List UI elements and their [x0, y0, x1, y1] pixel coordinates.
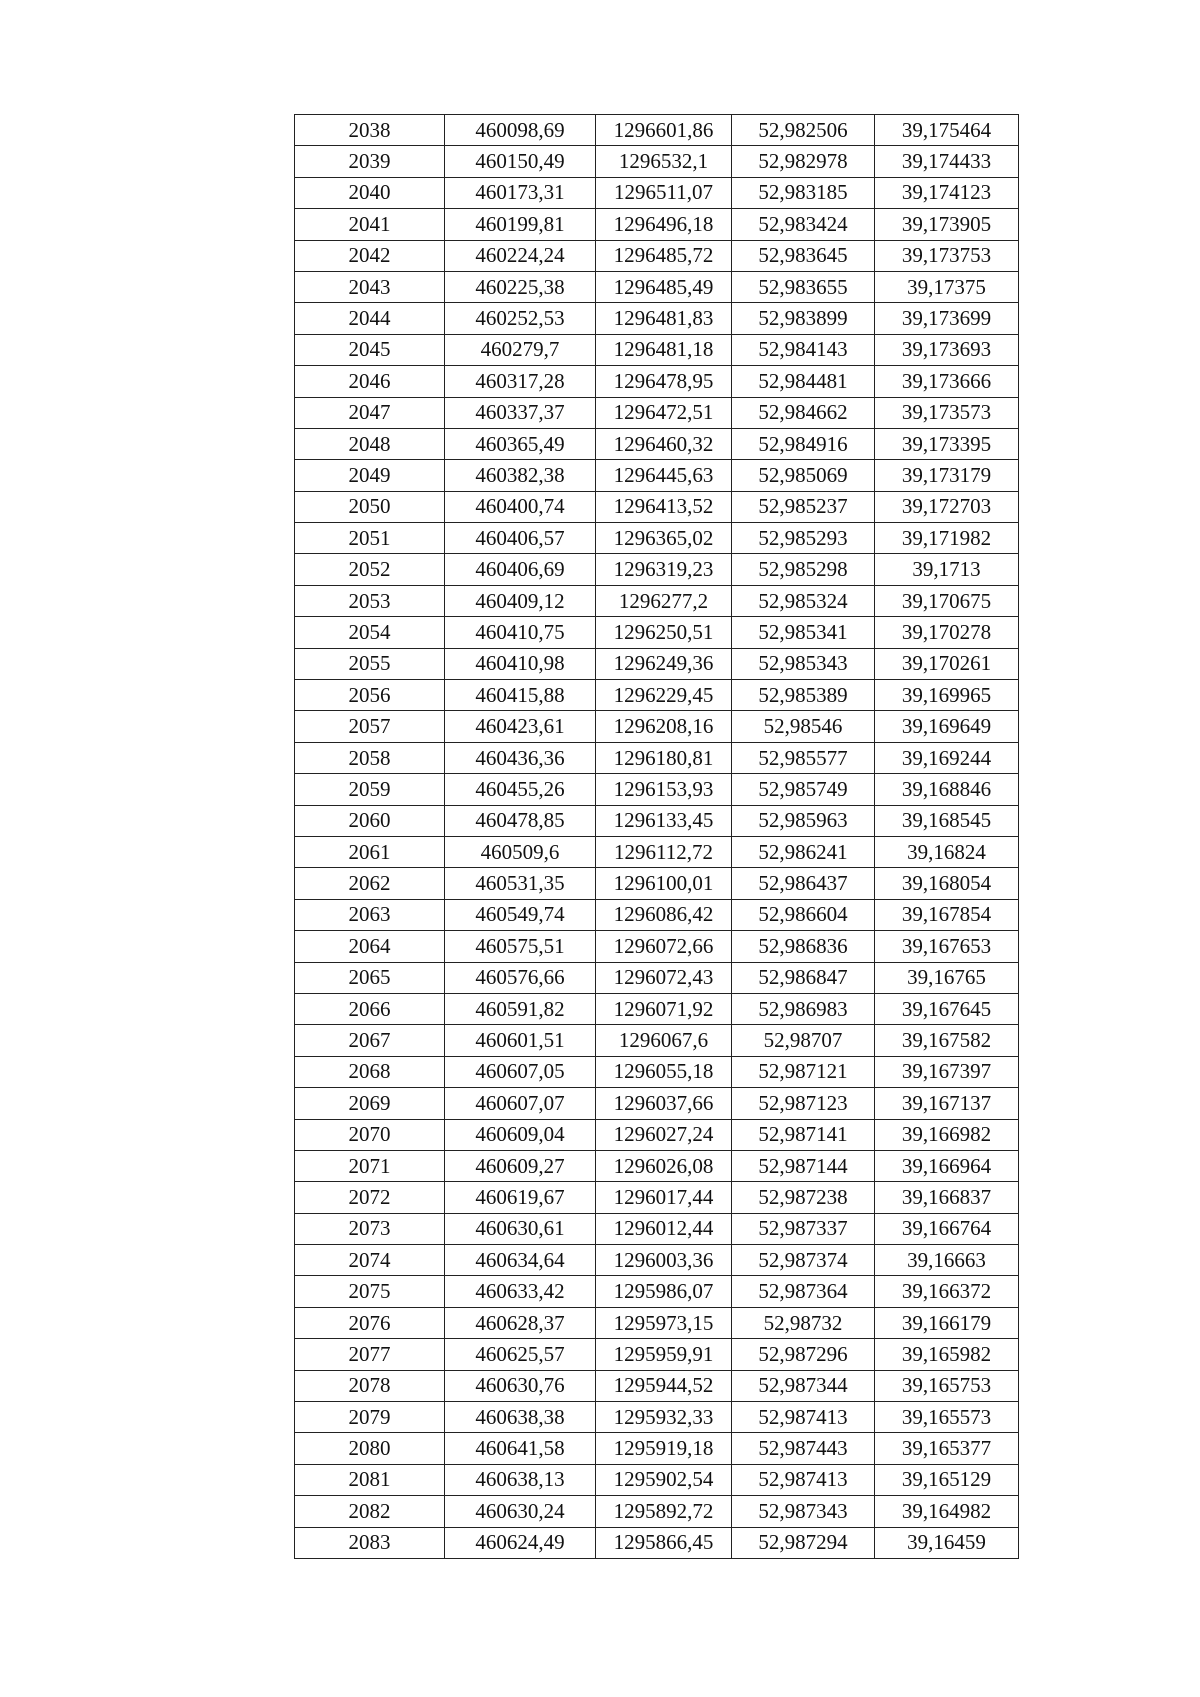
longitude-cell: 39,175464: [875, 115, 1019, 146]
latitude-cell: 52,982506: [732, 115, 875, 146]
point-number-cell: 2072: [295, 1182, 445, 1213]
y-coordinate-cell: 1296365,02: [596, 523, 732, 554]
x-coordinate-cell: 460633,42: [445, 1276, 596, 1307]
longitude-cell: 39,167137: [875, 1088, 1019, 1119]
y-coordinate-cell: 1296485,49: [596, 271, 732, 302]
y-coordinate-cell: 1296250,51: [596, 617, 732, 648]
y-coordinate-cell: 1296277,2: [596, 585, 732, 616]
x-coordinate-cell: 460634,64: [445, 1245, 596, 1276]
point-number-cell: 2041: [295, 209, 445, 240]
point-number-cell: 2042: [295, 240, 445, 271]
y-coordinate-cell: 1295866,45: [596, 1527, 732, 1558]
latitude-cell: 52,983185: [732, 177, 875, 208]
y-coordinate-cell: 1296027,24: [596, 1119, 732, 1150]
longitude-cell: 39,170261: [875, 648, 1019, 679]
latitude-cell: 52,984916: [732, 428, 875, 459]
latitude-cell: 52,985069: [732, 460, 875, 491]
y-coordinate-cell: 1295944,52: [596, 1370, 732, 1401]
longitude-cell: 39,167397: [875, 1056, 1019, 1087]
longitude-cell: 39,165753: [875, 1370, 1019, 1401]
y-coordinate-cell: 1296100,01: [596, 868, 732, 899]
y-coordinate-cell: 1296017,44: [596, 1182, 732, 1213]
x-coordinate-cell: 460199,81: [445, 209, 596, 240]
latitude-cell: 52,985237: [732, 491, 875, 522]
table-row: [295, 1276, 1019, 1307]
longitude-cell: 39,166982: [875, 1119, 1019, 1150]
point-number-cell: 2053: [295, 585, 445, 616]
x-coordinate-cell: 460415,88: [445, 680, 596, 711]
latitude-cell: 52,987443: [732, 1433, 875, 1464]
latitude-cell: 52,985749: [732, 774, 875, 805]
longitude-cell: 39,167645: [875, 993, 1019, 1024]
longitude-cell: 39,169649: [875, 711, 1019, 742]
y-coordinate-cell: 1296208,16: [596, 711, 732, 742]
point-number-cell: 2073: [295, 1213, 445, 1244]
table-row: [295, 460, 1019, 491]
coordinates-table-body: [295, 115, 1019, 1559]
longitude-cell: 39,1713: [875, 554, 1019, 585]
x-coordinate-cell: 460409,12: [445, 585, 596, 616]
latitude-cell: 52,987296: [732, 1339, 875, 1370]
latitude-cell: 52,987141: [732, 1119, 875, 1150]
point-number-cell: 2082: [295, 1496, 445, 1527]
latitude-cell: 52,984481: [732, 366, 875, 397]
table-row: [295, 1433, 1019, 1464]
latitude-cell: 52,983424: [732, 209, 875, 240]
latitude-cell: 52,986983: [732, 993, 875, 1024]
x-coordinate-cell: 460624,49: [445, 1527, 596, 1558]
longitude-cell: 39,167582: [875, 1025, 1019, 1056]
longitude-cell: 39,166837: [875, 1182, 1019, 1213]
latitude-cell: 52,986836: [732, 931, 875, 962]
latitude-cell: 52,987343: [732, 1496, 875, 1527]
longitude-cell: 39,16459: [875, 1527, 1019, 1558]
coordinates-table: [294, 114, 1019, 1559]
y-coordinate-cell: 1296481,18: [596, 334, 732, 365]
x-coordinate-cell: 460607,05: [445, 1056, 596, 1087]
longitude-cell: 39,166372: [875, 1276, 1019, 1307]
longitude-cell: 39,166179: [875, 1307, 1019, 1338]
y-coordinate-cell: 1295919,18: [596, 1433, 732, 1464]
point-number-cell: 2046: [295, 366, 445, 397]
point-number-cell: 2039: [295, 146, 445, 177]
latitude-cell: 52,983655: [732, 271, 875, 302]
longitude-cell: 39,165982: [875, 1339, 1019, 1370]
x-coordinate-cell: 460317,28: [445, 366, 596, 397]
table-row: [295, 1339, 1019, 1370]
x-coordinate-cell: 460406,69: [445, 554, 596, 585]
latitude-cell: 52,983645: [732, 240, 875, 271]
table-row: [295, 1182, 1019, 1213]
x-coordinate-cell: 460575,51: [445, 931, 596, 962]
latitude-cell: 52,98546: [732, 711, 875, 742]
table-row: [295, 1056, 1019, 1087]
table-row: [295, 617, 1019, 648]
x-coordinate-cell: 460625,57: [445, 1339, 596, 1370]
point-number-cell: 2055: [295, 648, 445, 679]
table-row: [295, 523, 1019, 554]
table-row: [295, 146, 1019, 177]
longitude-cell: 39,165129: [875, 1464, 1019, 1495]
latitude-cell: 52,985577: [732, 742, 875, 773]
latitude-cell: 52,987337: [732, 1213, 875, 1244]
y-coordinate-cell: 1296086,42: [596, 899, 732, 930]
table-row: [295, 1245, 1019, 1276]
latitude-cell: 52,987364: [732, 1276, 875, 1307]
table-row: [295, 1527, 1019, 1558]
table-row: [295, 711, 1019, 742]
latitude-cell: 52,987344: [732, 1370, 875, 1401]
y-coordinate-cell: 1296003,36: [596, 1245, 732, 1276]
x-coordinate-cell: 460609,27: [445, 1150, 596, 1181]
latitude-cell: 52,986437: [732, 868, 875, 899]
point-number-cell: 2070: [295, 1119, 445, 1150]
table-row: [295, 805, 1019, 836]
x-coordinate-cell: 460173,31: [445, 177, 596, 208]
table-row: [295, 115, 1019, 146]
x-coordinate-cell: 460630,61: [445, 1213, 596, 1244]
x-coordinate-cell: 460455,26: [445, 774, 596, 805]
longitude-cell: 39,169244: [875, 742, 1019, 773]
latitude-cell: 52,985389: [732, 680, 875, 711]
latitude-cell: 52,985343: [732, 648, 875, 679]
longitude-cell: 39,16663: [875, 1245, 1019, 1276]
point-number-cell: 2081: [295, 1464, 445, 1495]
table-row: [295, 1402, 1019, 1433]
x-coordinate-cell: 460365,49: [445, 428, 596, 459]
latitude-cell: 52,987413: [732, 1402, 875, 1433]
x-coordinate-cell: 460382,38: [445, 460, 596, 491]
longitude-cell: 39,173573: [875, 397, 1019, 428]
y-coordinate-cell: 1296478,95: [596, 366, 732, 397]
y-coordinate-cell: 1296026,08: [596, 1150, 732, 1181]
y-coordinate-cell: 1296072,66: [596, 931, 732, 962]
table-row: [295, 271, 1019, 302]
table-row: [295, 366, 1019, 397]
table-row: [295, 742, 1019, 773]
point-number-cell: 2056: [295, 680, 445, 711]
x-coordinate-cell: 460406,57: [445, 523, 596, 554]
longitude-cell: 39,173699: [875, 303, 1019, 334]
point-number-cell: 2063: [295, 899, 445, 930]
table-row: [295, 648, 1019, 679]
point-number-cell: 2064: [295, 931, 445, 962]
x-coordinate-cell: 460630,24: [445, 1496, 596, 1527]
latitude-cell: 52,987238: [732, 1182, 875, 1213]
table-row: [295, 1307, 1019, 1338]
point-number-cell: 2050: [295, 491, 445, 522]
point-number-cell: 2065: [295, 962, 445, 993]
longitude-cell: 39,173905: [875, 209, 1019, 240]
latitude-cell: 52,98707: [732, 1025, 875, 1056]
point-number-cell: 2079: [295, 1402, 445, 1433]
longitude-cell: 39,171982: [875, 523, 1019, 554]
y-coordinate-cell: 1295973,15: [596, 1307, 732, 1338]
x-coordinate-cell: 460576,66: [445, 962, 596, 993]
y-coordinate-cell: 1296496,18: [596, 209, 732, 240]
table-row: [295, 931, 1019, 962]
y-coordinate-cell: 1296445,63: [596, 460, 732, 491]
y-coordinate-cell: 1296112,72: [596, 836, 732, 867]
longitude-cell: 39,165377: [875, 1433, 1019, 1464]
latitude-cell: 52,985963: [732, 805, 875, 836]
y-coordinate-cell: 1296249,36: [596, 648, 732, 679]
table-row: [295, 1370, 1019, 1401]
point-number-cell: 2061: [295, 836, 445, 867]
latitude-cell: 52,984143: [732, 334, 875, 365]
x-coordinate-cell: 460549,74: [445, 899, 596, 930]
x-coordinate-cell: 460252,53: [445, 303, 596, 334]
x-coordinate-cell: 460609,04: [445, 1119, 596, 1150]
point-number-cell: 2060: [295, 805, 445, 836]
point-number-cell: 2066: [295, 993, 445, 1024]
longitude-cell: 39,170675: [875, 585, 1019, 616]
table-row: [295, 1464, 1019, 1495]
x-coordinate-cell: 460630,76: [445, 1370, 596, 1401]
y-coordinate-cell: 1296229,45: [596, 680, 732, 711]
longitude-cell: 39,165573: [875, 1402, 1019, 1433]
y-coordinate-cell: 1296067,6: [596, 1025, 732, 1056]
longitude-cell: 39,173179: [875, 460, 1019, 491]
point-number-cell: 2043: [295, 271, 445, 302]
table-row: [295, 1150, 1019, 1181]
point-number-cell: 2069: [295, 1088, 445, 1119]
y-coordinate-cell: 1295986,07: [596, 1276, 732, 1307]
table-row: [295, 334, 1019, 365]
x-coordinate-cell: 460150,49: [445, 146, 596, 177]
table-row: [295, 899, 1019, 930]
point-number-cell: 2077: [295, 1339, 445, 1370]
longitude-cell: 39,166964: [875, 1150, 1019, 1181]
y-coordinate-cell: 1296460,32: [596, 428, 732, 459]
point-number-cell: 2071: [295, 1150, 445, 1181]
table-row: [295, 774, 1019, 805]
table-row: [295, 585, 1019, 616]
longitude-cell: 39,17375: [875, 271, 1019, 302]
latitude-cell: 52,985341: [732, 617, 875, 648]
longitude-cell: 39,173753: [875, 240, 1019, 271]
latitude-cell: 52,986241: [732, 836, 875, 867]
table-row: [295, 1213, 1019, 1244]
latitude-cell: 52,987121: [732, 1056, 875, 1087]
y-coordinate-cell: 1296511,07: [596, 177, 732, 208]
x-coordinate-cell: 460607,07: [445, 1088, 596, 1119]
y-coordinate-cell: 1295892,72: [596, 1496, 732, 1527]
latitude-cell: 52,985293: [732, 523, 875, 554]
point-number-cell: 2062: [295, 868, 445, 899]
table-row: [295, 240, 1019, 271]
latitude-cell: 52,987374: [732, 1245, 875, 1276]
table-row: [295, 397, 1019, 428]
x-coordinate-cell: 460410,98: [445, 648, 596, 679]
y-coordinate-cell: 1296037,66: [596, 1088, 732, 1119]
point-number-cell: 2059: [295, 774, 445, 805]
longitude-cell: 39,174433: [875, 146, 1019, 177]
table-row: [295, 1496, 1019, 1527]
point-number-cell: 2052: [295, 554, 445, 585]
latitude-cell: 52,985298: [732, 554, 875, 585]
longitude-cell: 39,168545: [875, 805, 1019, 836]
point-number-cell: 2067: [295, 1025, 445, 1056]
longitude-cell: 39,168846: [875, 774, 1019, 805]
y-coordinate-cell: 1296413,52: [596, 491, 732, 522]
longitude-cell: 39,164982: [875, 1496, 1019, 1527]
y-coordinate-cell: 1296472,51: [596, 397, 732, 428]
point-number-cell: 2044: [295, 303, 445, 334]
y-coordinate-cell: 1296481,83: [596, 303, 732, 334]
latitude-cell: 52,987123: [732, 1088, 875, 1119]
y-coordinate-cell: 1296072,43: [596, 962, 732, 993]
table-row: [295, 554, 1019, 585]
table-row: [295, 836, 1019, 867]
y-coordinate-cell: 1296532,1: [596, 146, 732, 177]
longitude-cell: 39,173693: [875, 334, 1019, 365]
latitude-cell: 52,986847: [732, 962, 875, 993]
longitude-cell: 39,173666: [875, 366, 1019, 397]
longitude-cell: 39,173395: [875, 428, 1019, 459]
x-coordinate-cell: 460279,7: [445, 334, 596, 365]
table-row: [295, 491, 1019, 522]
x-coordinate-cell: 460337,37: [445, 397, 596, 428]
point-number-cell: 2051: [295, 523, 445, 554]
x-coordinate-cell: 460638,38: [445, 1402, 596, 1433]
point-number-cell: 2074: [295, 1245, 445, 1276]
latitude-cell: 52,987144: [732, 1150, 875, 1181]
x-coordinate-cell: 460423,61: [445, 711, 596, 742]
x-coordinate-cell: 460641,58: [445, 1433, 596, 1464]
x-coordinate-cell: 460531,35: [445, 868, 596, 899]
x-coordinate-cell: 460601,51: [445, 1025, 596, 1056]
point-number-cell: 2080: [295, 1433, 445, 1464]
longitude-cell: 39,170278: [875, 617, 1019, 648]
table-row: [295, 303, 1019, 334]
longitude-cell: 39,169965: [875, 680, 1019, 711]
table-row: [295, 428, 1019, 459]
x-coordinate-cell: 460478,85: [445, 805, 596, 836]
x-coordinate-cell: 460400,74: [445, 491, 596, 522]
y-coordinate-cell: 1295932,33: [596, 1402, 732, 1433]
x-coordinate-cell: 460436,36: [445, 742, 596, 773]
point-number-cell: 2068: [295, 1056, 445, 1087]
latitude-cell: 52,984662: [732, 397, 875, 428]
latitude-cell: 52,985324: [732, 585, 875, 616]
x-coordinate-cell: 460224,24: [445, 240, 596, 271]
latitude-cell: 52,982978: [732, 146, 875, 177]
y-coordinate-cell: 1296485,72: [596, 240, 732, 271]
longitude-cell: 39,16765: [875, 962, 1019, 993]
y-coordinate-cell: 1296071,92: [596, 993, 732, 1024]
point-number-cell: 2038: [295, 115, 445, 146]
x-coordinate-cell: 460628,37: [445, 1307, 596, 1338]
point-number-cell: 2083: [295, 1527, 445, 1558]
point-number-cell: 2054: [295, 617, 445, 648]
point-number-cell: 2049: [295, 460, 445, 491]
longitude-cell: 39,16824: [875, 836, 1019, 867]
x-coordinate-cell: 460098,69: [445, 115, 596, 146]
longitude-cell: 39,174123: [875, 177, 1019, 208]
latitude-cell: 52,987294: [732, 1527, 875, 1558]
y-coordinate-cell: 1296133,45: [596, 805, 732, 836]
y-coordinate-cell: 1296055,18: [596, 1056, 732, 1087]
x-coordinate-cell: 460638,13: [445, 1464, 596, 1495]
latitude-cell: 52,987413: [732, 1464, 875, 1495]
table-row: [295, 177, 1019, 208]
longitude-cell: 39,172703: [875, 491, 1019, 522]
point-number-cell: 2075: [295, 1276, 445, 1307]
point-number-cell: 2057: [295, 711, 445, 742]
longitude-cell: 39,167854: [875, 899, 1019, 930]
table-row: [295, 209, 1019, 240]
y-coordinate-cell: 1296180,81: [596, 742, 732, 773]
latitude-cell: 52,986604: [732, 899, 875, 930]
y-coordinate-cell: 1296601,86: [596, 115, 732, 146]
point-number-cell: 2048: [295, 428, 445, 459]
longitude-cell: 39,168054: [875, 868, 1019, 899]
x-coordinate-cell: 460591,82: [445, 993, 596, 1024]
longitude-cell: 39,167653: [875, 931, 1019, 962]
x-coordinate-cell: 460509,6: [445, 836, 596, 867]
latitude-cell: 52,98732: [732, 1307, 875, 1338]
y-coordinate-cell: 1296153,93: [596, 774, 732, 805]
y-coordinate-cell: 1295902,54: [596, 1464, 732, 1495]
point-number-cell: 2078: [295, 1370, 445, 1401]
y-coordinate-cell: 1296012,44: [596, 1213, 732, 1244]
point-number-cell: 2076: [295, 1307, 445, 1338]
table-row: [295, 1119, 1019, 1150]
table-row: [295, 993, 1019, 1024]
table-row: [295, 868, 1019, 899]
x-coordinate-cell: 460410,75: [445, 617, 596, 648]
table-row: [295, 962, 1019, 993]
point-number-cell: 2047: [295, 397, 445, 428]
longitude-cell: 39,166764: [875, 1213, 1019, 1244]
y-coordinate-cell: 1295959,91: [596, 1339, 732, 1370]
point-number-cell: 2058: [295, 742, 445, 773]
x-coordinate-cell: 460225,38: [445, 271, 596, 302]
point-number-cell: 2045: [295, 334, 445, 365]
x-coordinate-cell: 460619,67: [445, 1182, 596, 1213]
table-row: [295, 680, 1019, 711]
latitude-cell: 52,983899: [732, 303, 875, 334]
table-row: [295, 1025, 1019, 1056]
table-row: [295, 1088, 1019, 1119]
y-coordinate-cell: 1296319,23: [596, 554, 732, 585]
point-number-cell: 2040: [295, 177, 445, 208]
